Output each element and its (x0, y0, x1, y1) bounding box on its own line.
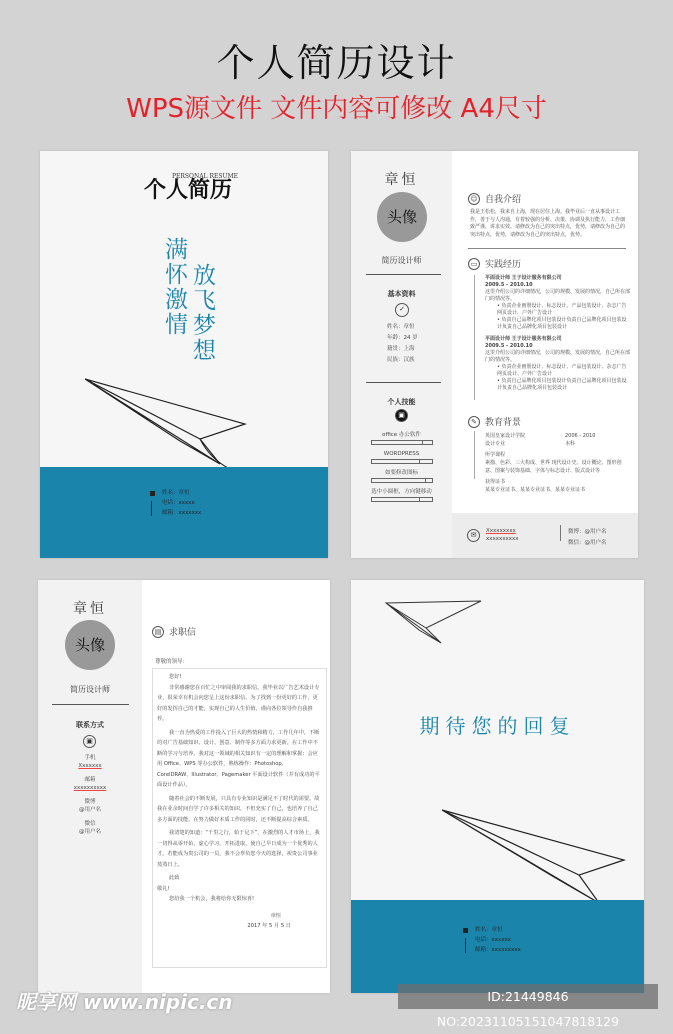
contact-list: 手机 Xxxxxxx 邮箱 xxxxxxxxxx 微博 @用户名 微信 @用户名 (73, 755, 107, 835)
cover-contact: 姓名：章恒 电话：xxxxx 邮箱：xxxxxxx (162, 490, 202, 516)
skills-title: 个人技能 (387, 398, 416, 406)
slogan-col2: 放飞梦想 (189, 263, 215, 363)
back-contact: 姓名：章恒 电话：xxxxxx 邮箱：xxxxxxxxx (475, 927, 521, 953)
avatar: 头像 (377, 192, 427, 242)
person-icon: ☺ (468, 193, 480, 205)
avatar: 头像 (65, 620, 115, 670)
back-message: 期待您的回复 (419, 714, 576, 738)
briefcase-icon: ▭ (468, 258, 480, 270)
education-header: ✎ 教育背景 (468, 415, 521, 428)
back-page-preview (351, 580, 644, 993)
greeting: 尊敬的领导： (155, 659, 189, 665)
document-icon: ▤ (152, 626, 164, 638)
role: 简历设计师 (70, 685, 110, 694)
site-watermark: 昵享网 www.nipic.cn (16, 990, 233, 1014)
skills-icon: ▣ (395, 409, 408, 422)
letter-header: ▤ 求职信 (152, 625, 196, 638)
basic-title: 基本资料 (387, 290, 416, 298)
check-icon: ✓ (395, 303, 409, 317)
paper-plane-icon (439, 805, 629, 905)
experience-header: ▭ 实践经历 (468, 257, 521, 270)
message-icon: ✉ (467, 529, 480, 542)
cover-letter-preview (38, 580, 330, 993)
skills-list: office 办公软件 WORDPRESS 如要修改图标 选中小圆框，方向键移动 (351, 431, 452, 507)
letter-name: 章恒 (73, 601, 107, 617)
letter-body[interactable]: 您好! 非常感谢您在百忙之中审阅我的求职信。我毕业以广告艺术设计专业，很荣幸有机会向您呈上这份求职信。为了找到一份更好的工作，更好的发挥自己的才能，实现自己的人生价值，谨向各位领导作自我推荐。 我一直为热爱的工作投入了巨大的热情和精力，工作几年中，不断的对广告基础知识、设计、创意、制作等多方面力求更新。在工作中不断的学习与培养，我对这一领域的相关知识有一定的理解和掌握：会应用 Office、WPS 等办公软件，熟练操作：Photoshop、CorelDRAW、Illustrator、Pagemaker 平面设计软件（并有成功的平面设计作品）。 随着社会的不断发展，只具有专业知识是满足不了时代的需要。故我在业余时间自学了许多相关的知识，不但充实了自己，也培养了自己多方面的技能。在努力做好本质工作的同时，还不断提高综合素质。 我清楚的知道：“千里之行，始于足下”，在激烈的人才市场上，我一切得从零开始，虚心学习，开拓进取，使自己早日成为一个优秀的人才。若能成为贵公司的一员，我不会辜负您今天的选择，祝贵公司事业蒸蒸日上。 此致 敬礼! 您给我一个机会，我将给你无限惊喜! 章恒 2017 年 5 月 5 日 (157, 674, 320, 929)
paper-plane-small-icon (381, 598, 486, 653)
experience-list: 平面设计师 王子设计服务有限公司 2009.5 - 2010.10 这里介绍公司的详细情况，公司的规模、发展的情况，自己所在部门的情况等。 • 负责企业画册设计、标志设计、产品包装设计、杂志广告网页设计、户外广告设计 • 负责自己品牌化项目包装设计负责自己品牌化项目包装设计负责自己品牌化项目包装设计 平面设计师 王子设计服务有限公司 2009.5 - 2010.10 这里介绍公司的详细情况，公司的规模、发展的情况，自己所在部门的情况等。 • 负责企业画册设计、标志设计、产品包装设计、杂志广告网页设计、户外广告设计 • 负责自己品牌化项目包装设计负责自己品牌化项目包装设计负责自己品牌化项目包装设计 (485, 275, 631, 391)
contact-title: 联系方式 (76, 721, 104, 729)
slogan-col1: 满怀激情 (161, 237, 187, 337)
basic-info: 姓名：章恒 年龄：24 岁 籍贯：上海 民族：汉族 (387, 324, 418, 363)
resume-footer: ✉ Xxxxxxxxx xxxxxxxxxx 微博：@用户名 微信：@用户名 (452, 513, 638, 558)
education-list: 英国皇家设计学院 2006 - 2010 设计专业 本科 所学课程 素描、色彩、三大构成、世界 现代设计史、设计概论、图形创意、图案与装饰基础、字体与标志设计、版式设计等 获得证书 某某专业证书、某某专业证书、某某专业证书 (485, 433, 622, 493)
page-title: 个人简历设计 (216, 41, 457, 85)
page-subtitle: WPS源文件 文件内容可修改 A4尺寸 (126, 94, 547, 124)
intro-header: ☺ 自我介绍 (468, 192, 521, 205)
logo: 个人简历 (144, 178, 233, 203)
pencil-icon: ✎ (468, 416, 480, 428)
intro-text: 我是王松松，我来自上海，现在居住上海。我毕业后一直从事设计工作，善于与人沟通，有着较强的分析、决策、协调及执行能力，工作细致严谨，讲求实效。请修改为自己的突出特点，优势，请修改为自己的突出特点，优势，请修改为自己的突出特点，优势。 (470, 209, 626, 238)
cover-page-preview (40, 151, 328, 558)
contact-icon: ▣ (83, 735, 96, 748)
resume-page-preview (351, 151, 638, 558)
resume-name: 章恒 (384, 172, 419, 188)
role: 简历设计师 (381, 256, 422, 265)
image-id-label: ID:21449846 NO:20231105151047818129 (398, 984, 658, 1009)
logo-en: PERSONAL RESUME (172, 173, 239, 180)
paper-plane-icon (80, 369, 250, 469)
